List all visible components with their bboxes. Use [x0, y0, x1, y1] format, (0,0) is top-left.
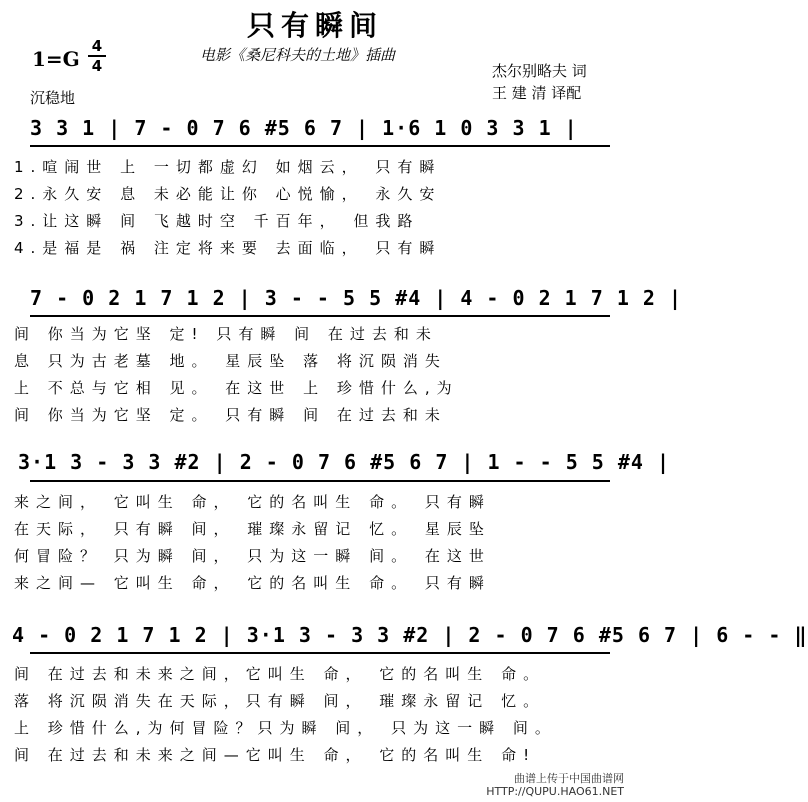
- system-2-lyric-verse-1: 间 你当为它坚 定! 只有瞬 间 在过去和未: [14, 325, 438, 343]
- system-1-lyric-verse-3: 3.让这瞬 间 飞越时空 千百年， 但我路: [14, 212, 420, 230]
- system-3-lyric-verse-4: 来之间— 它叫生 命， 它的名叫生 命。 只有瞬: [14, 574, 491, 592]
- system-3-lyric-verse-3: 何冒险？ 只为瞬 间， 只为这一瞬 间。 在这世: [14, 547, 491, 565]
- system-2-lyric-verse-4: 间 你当为它坚 定。 只有瞬 间 在过去和未: [14, 406, 447, 424]
- system-1-notes: 3 3 1 | 7 - 0 7 6 #5 6 7 | 1·6 1 0 3 3 1 |: [30, 116, 578, 140]
- tempo-marking: 沉稳地: [30, 89, 76, 107]
- time-signature: [88, 38, 106, 74]
- system-1-underline: [30, 145, 610, 147]
- watermark: [486, 772, 624, 798]
- system-4-lyric-verse-3: 上 珍惜什么,为何冒险？只为瞬 间， 只为这一瞬 间。: [14, 719, 557, 737]
- system-3-lyric-verse-2: 在天际， 只有瞬 间， 璀璨永留记 忆。 星辰坠: [14, 520, 491, 538]
- lyricist-credit: 杰尔别略夫 词: [492, 62, 587, 80]
- system-4-lyric-verse-2: 落 将沉陨消失在天际，只有瞬 间， 璀璨永留记 忆。: [14, 692, 546, 710]
- system-3-underline: [30, 480, 610, 482]
- system-2-lyric-verse-2: 息 只为古老墓 地。 星辰坠 落 将沉陨消失: [14, 352, 447, 370]
- system-1-lyric-verse-4: 4.是福是 祸 注定将来要 去面临， 只有瞬: [14, 239, 442, 257]
- system-3-lyric-verse-1: 来之间， 它叫生 命， 它的名叫生 命。 只有瞬: [14, 493, 491, 511]
- system-1-lyric-verse-1: 1.喧闹世 上 一切都虚幻 如烟云， 只有瞬: [14, 158, 442, 176]
- key-signature: 1=G: [32, 47, 80, 71]
- system-4-underline: [30, 652, 610, 654]
- system-3-notes: 3·1 3 - 3 3 #2 | 2 - 0 7 6 #5 6 7 | 1 - - 5 5 #4 |: [18, 450, 671, 474]
- system-1-lyric-verse-2: 2.永久安 息 未必能让你 心悦愉， 永久安: [14, 185, 442, 203]
- page-title: 只有瞬间: [246, 9, 383, 42]
- watermark-line-2: HTTP://QUPU.HAO61.NET: [486, 785, 624, 798]
- system-4-lyric-verse-4: 间 在过去和未来之间—它叫生 命， 它的名叫生 命!: [14, 746, 537, 764]
- time-signature-top: 4: [91, 37, 103, 55]
- system-2-underline: [30, 315, 610, 317]
- system-4-notes: 4 - 0 2 1 7 1 2 | 3·1 3 - 3 3 #2 | 2 - 0 7 6 #5 6 7 | 6 - - ‖: [12, 623, 808, 647]
- system-2-notes: 7 - 0 2 1 7 1 2 | 3 - - 5 5 #4 | 4 - 0 2 1 7 1 2 |: [30, 286, 683, 310]
- watermark-line-1: 曲谱上传于中国曲谱网: [514, 772, 624, 785]
- subtitle: 电影《桑尼科夫的土地》插曲: [200, 46, 396, 64]
- system-2-lyric-verse-3: 上 不总与它相 见。 在这世 上 珍惜什么,为: [14, 379, 459, 397]
- time-signature-bottom: 4: [91, 57, 103, 75]
- system-4-lyric-verse-1: 间 在过去和未来之间，它叫生 命， 它的名叫生 命。: [14, 665, 546, 683]
- translator-credit: 王 建 清 译配: [492, 84, 582, 102]
